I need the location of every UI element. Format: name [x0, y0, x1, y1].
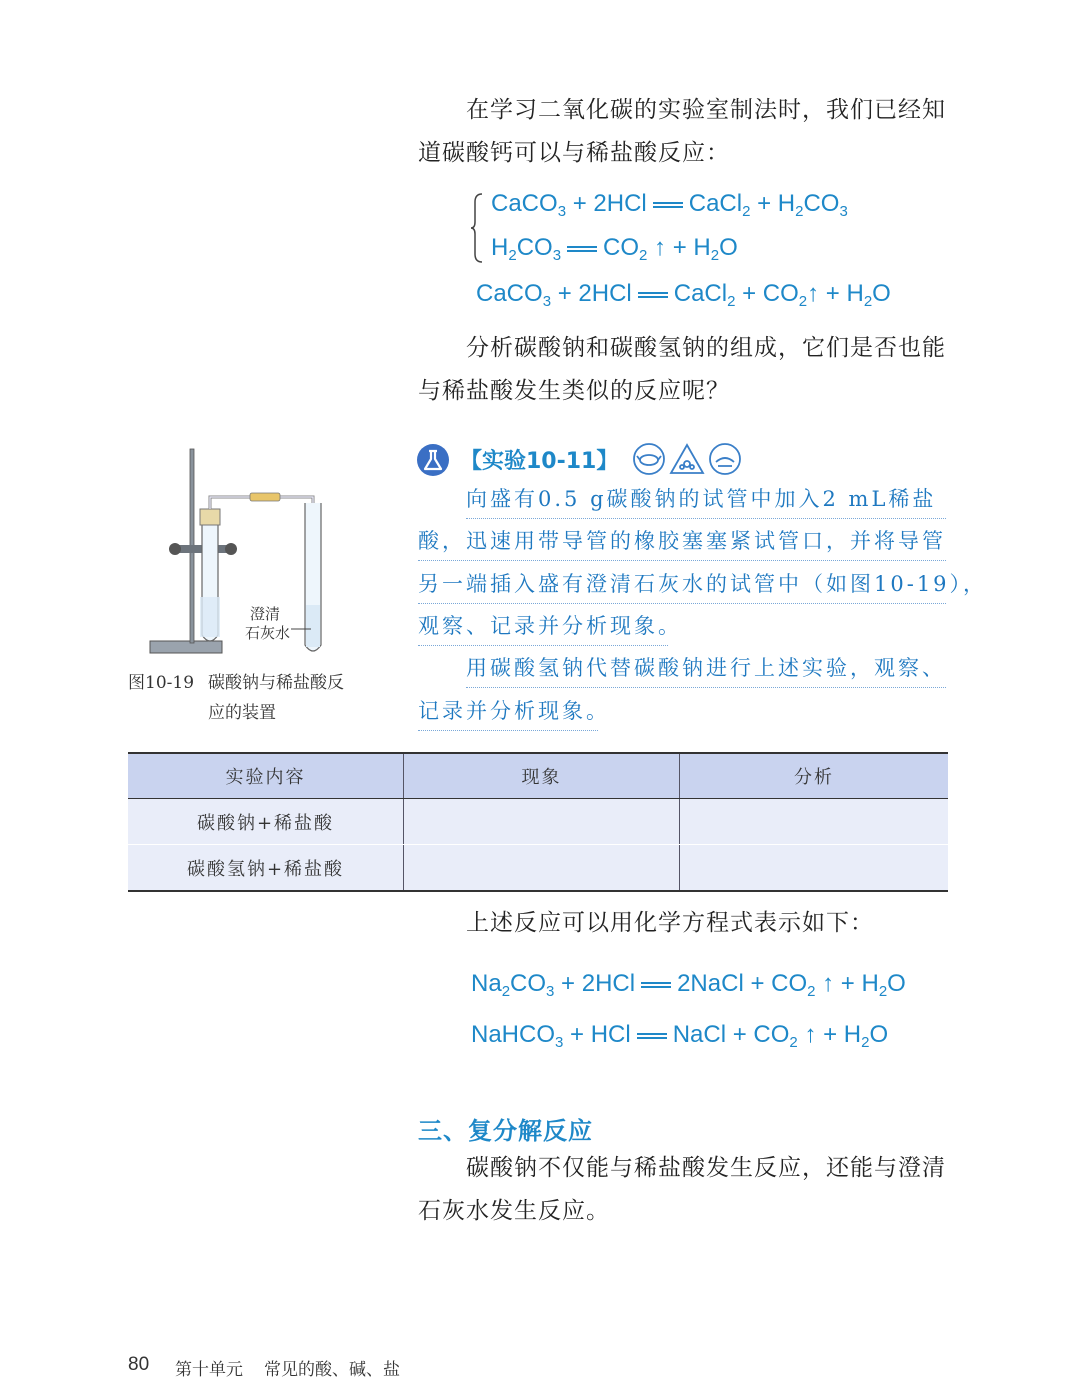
safety-icons — [632, 442, 742, 476]
equation-net: CaCO$_3$ + 2HCl CaCl$_2$ + $CO_2↑ + H_2O$ — [476, 280, 891, 310]
section-line-1: 碳酸钠不仅能与稀盐酸发生反应，还能与澄清 — [466, 1155, 946, 1181]
table-header: 实验内容 — [128, 753, 404, 799]
experiment-flask-icon — [416, 443, 450, 477]
equation-nahco3: NaHCO$_3$ + HCl NaCl + $CO_2$ ↑ + $H_2O$ — [471, 1021, 889, 1051]
table-cell: 碳酸氢钠+稀盐酸 — [128, 845, 404, 892]
experiment-line: 记录并分析现象。 — [418, 690, 598, 731]
experiment-line: 向盛有0.5 g碳酸钠的试管中加入2 mL稀盐 — [466, 478, 946, 519]
figure-caption-line-2: 应的装置 — [208, 703, 276, 723]
equation-caco3-hcl: CaCO$_3$ + 2HCl CaCl$_2$ + $H_2CO_3$ — [491, 190, 848, 220]
experiment-title: 【实验10-11】 — [460, 449, 619, 474]
table-row — [128, 799, 948, 845]
observation-table — [128, 752, 948, 892]
goggles-icon — [634, 444, 664, 474]
equation-h2co3-decomp: $H_2CO_3$ $CO_2$ ↑ + $H_2O$ — [491, 234, 738, 264]
table-header: 分析 — [680, 753, 949, 799]
question-line-2: 与稀盐酸发生类似的反应呢？ — [418, 378, 730, 404]
figure-label-line-2: 石灰水 — [245, 624, 291, 642]
table-cell: 碳酸钠+稀盐酸 — [128, 799, 404, 845]
table-cell — [680, 845, 949, 892]
experiment-body — [418, 478, 988, 738]
experiment-line: 用碳酸氢钠代替碳酸钠进行上述实验，观察、 — [466, 647, 946, 688]
experiment-line: 酸，迅速用带导管的橡胶塞塞紧试管口，并将导管 — [418, 520, 946, 561]
table-header: 现象 — [404, 753, 680, 799]
handwash-icon — [710, 444, 740, 474]
question-line-1: 分析碳酸钠和碳酸氢钠的组成，它们是否也能 — [466, 335, 946, 361]
table-row — [128, 845, 948, 892]
table-cell — [404, 799, 680, 845]
footer-unit: 第十单元 — [175, 1360, 243, 1380]
hazard-icon — [671, 445, 703, 473]
figure-caption-line-1: 碳酸钠与稀盐酸反 — [208, 673, 344, 693]
table-cell — [680, 799, 949, 845]
brace-icon — [470, 192, 486, 264]
table-cell — [404, 845, 680, 892]
section-line-2: 石灰水发生反应。 — [418, 1198, 610, 1224]
figure-label-line-1: 澄清 — [250, 605, 281, 623]
section-title: 三、复分解反应 — [418, 1117, 593, 1145]
experiment-line: 观察、记录并分析现象。 — [418, 605, 668, 646]
footer-title: 常见的酸、碱、盐 — [264, 1360, 400, 1380]
experiment-line: 另一端插入盛有澄清石灰水的试管中（如图10-19）， — [418, 563, 946, 604]
equation-na2co3: $Na_2CO_3 + 2HCl$ 2NaCl + $CO_2$ ↑ + $H_2O$ — [471, 970, 906, 1000]
after-table-text: 上述反应可以用化学方程式表示如下： — [466, 910, 874, 936]
page-number: 80 — [128, 1354, 150, 1375]
intro-line-1: 在学习二氧化碳的实验室制法时，我们已经知 — [466, 97, 946, 123]
table-header-row — [128, 753, 948, 799]
intro-line-2: 道碳酸钙可以与稀盐酸反应： — [418, 140, 730, 166]
figure-caption-number: 图10-19 — [128, 673, 195, 693]
